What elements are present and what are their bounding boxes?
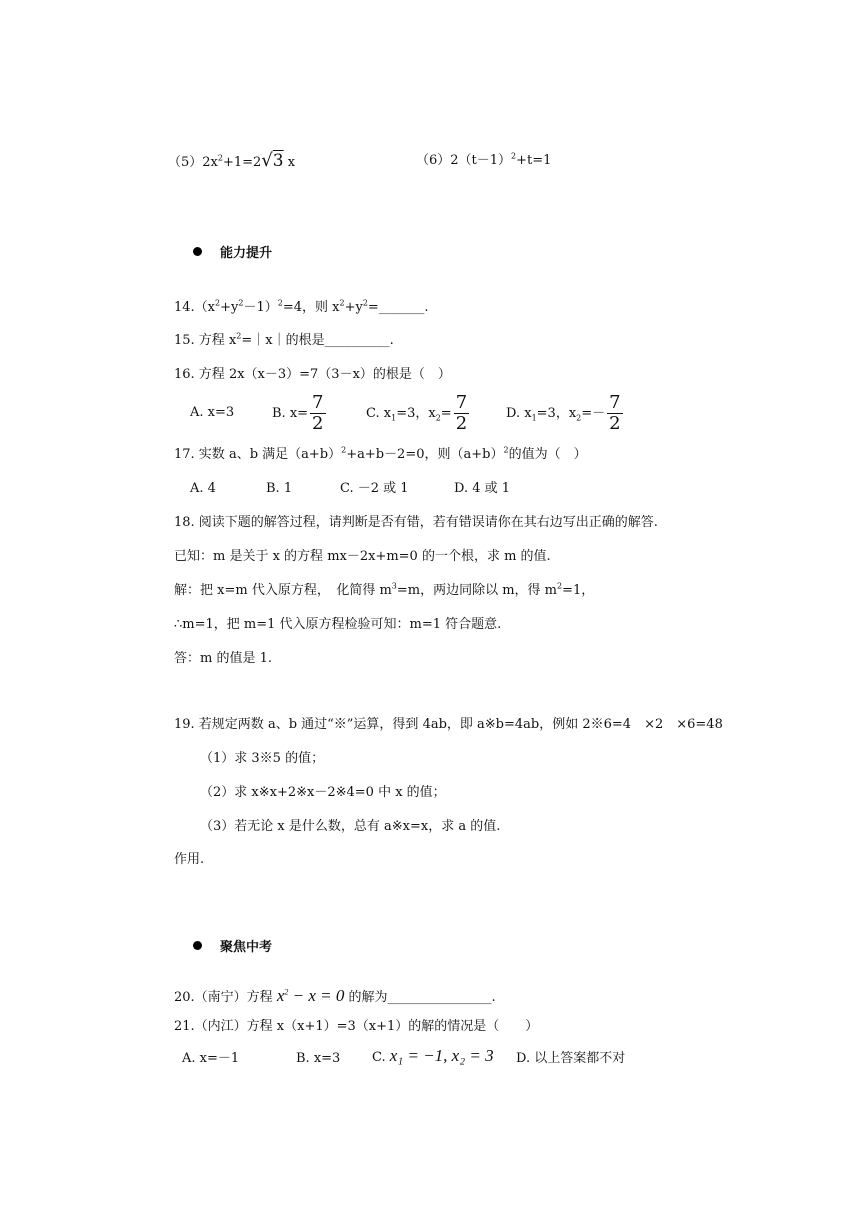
equation-20: $x^2 - x = 0$	[276, 986, 345, 1005]
option-16-d: D. $x_1=3$，$x_2=-$ $\frac{7}{2}$	[506, 392, 621, 434]
question-18-known: 已知：m 是关于 x 的方程 mx－2x+m=0 的一个根，求 m 的值.	[174, 549, 551, 564]
option-17-c: C. －2 或 1	[340, 481, 409, 496]
question-18-solution: 解：把 x=m 代入原方程， 化简得 $m^3=m$，两边同除以 m，得 $m^2=1$，	[174, 581, 595, 598]
option-21-c: C. x₁ = −1, x₂ = 3	[372, 1046, 494, 1065]
option-21-d: D. 以上答案都不对	[516, 1051, 626, 1066]
question-19-part-3: （3）若无论 x 是什么数，总有 a※x=x，求 a 的值.	[200, 819, 501, 834]
question-18-therefore: ∴m=1，把 m=1 代入原方程检验可知：m=1 符合题意.	[174, 617, 502, 632]
question-21-stem: 21.（内江）方程 x（x+1）=3（x+1）的解的情况是（ ）	[174, 1019, 539, 1034]
bullet-icon	[193, 247, 202, 256]
bullet-icon	[193, 941, 202, 950]
option-17-d: D. 4 或 1	[454, 481, 511, 496]
equation-6: $(6)2(t-1)^2+t=1$	[416, 151, 552, 168]
equation-21c: x₁ = −1, x₂ = 3	[389, 1046, 494, 1065]
section-heading-exam: 聚焦中考	[193, 939, 272, 957]
answer-blank: ________________	[387, 990, 492, 1005]
section-heading-ability: 能力提升	[193, 245, 272, 263]
question-16-stem: 16. 方程 2x（x－3）=7（3－x）的根是（ ）	[174, 367, 451, 382]
question-20: 20.（南宁）方程 $x^2 - x = 0$ 的解为________________.	[174, 986, 496, 1005]
question-19-part-1: （1）求 3※5 的值；	[200, 751, 325, 766]
answer-blank: __________	[324, 333, 390, 348]
option-21-a: A. x=－1	[182, 1051, 240, 1066]
option-21-b: B. x=3	[296, 1051, 341, 1066]
option-16-a: A. x=3	[190, 405, 235, 420]
question-19-part-2: （2）求 x※x+2※x－2※4=0 中 x 的值；	[200, 785, 446, 800]
option-16-b: B. x= $\frac{7}{2}$	[272, 392, 324, 434]
question-17-stem: 17. 实数 a、b 满足$(a+b)^2+a+b-2=0$，则$(a+b)^2$的值为（ ）	[174, 445, 587, 462]
question-18-stem: 18. 阅读下题的解答过程，请判断是否有错，若有错误请你在其右边写出正确的解答.	[174, 515, 658, 530]
option-17-a: A. 4	[190, 481, 216, 496]
trailing-text: 作用.	[174, 852, 205, 867]
option-17-b: B. 1	[266, 481, 293, 496]
question-14: $14.(x^2+y^2-1)^2=4$，则 $x^2+y^2=\_\_\_\_\_\_\_$.	[174, 298, 429, 315]
question-18-answer: 答：m 的值是 1.	[174, 651, 272, 666]
question-19-stem: 19. 若规定两数 a、b 通过“※”运算，得到 4ab，即 a※b=4ab，例如 2※6=4 ×2 ×6=48	[174, 717, 723, 732]
equation-5: $(5)2x^2+1=2√3$ x	[168, 150, 296, 171]
option-16-c: C. $x_1=3$，$x_2=$ $\frac{7}{2}$	[366, 392, 468, 434]
question-15: 15. 方程 $x^2=|x|$的根是__________.	[174, 331, 394, 348]
answer-blank: _______	[378, 300, 425, 315]
